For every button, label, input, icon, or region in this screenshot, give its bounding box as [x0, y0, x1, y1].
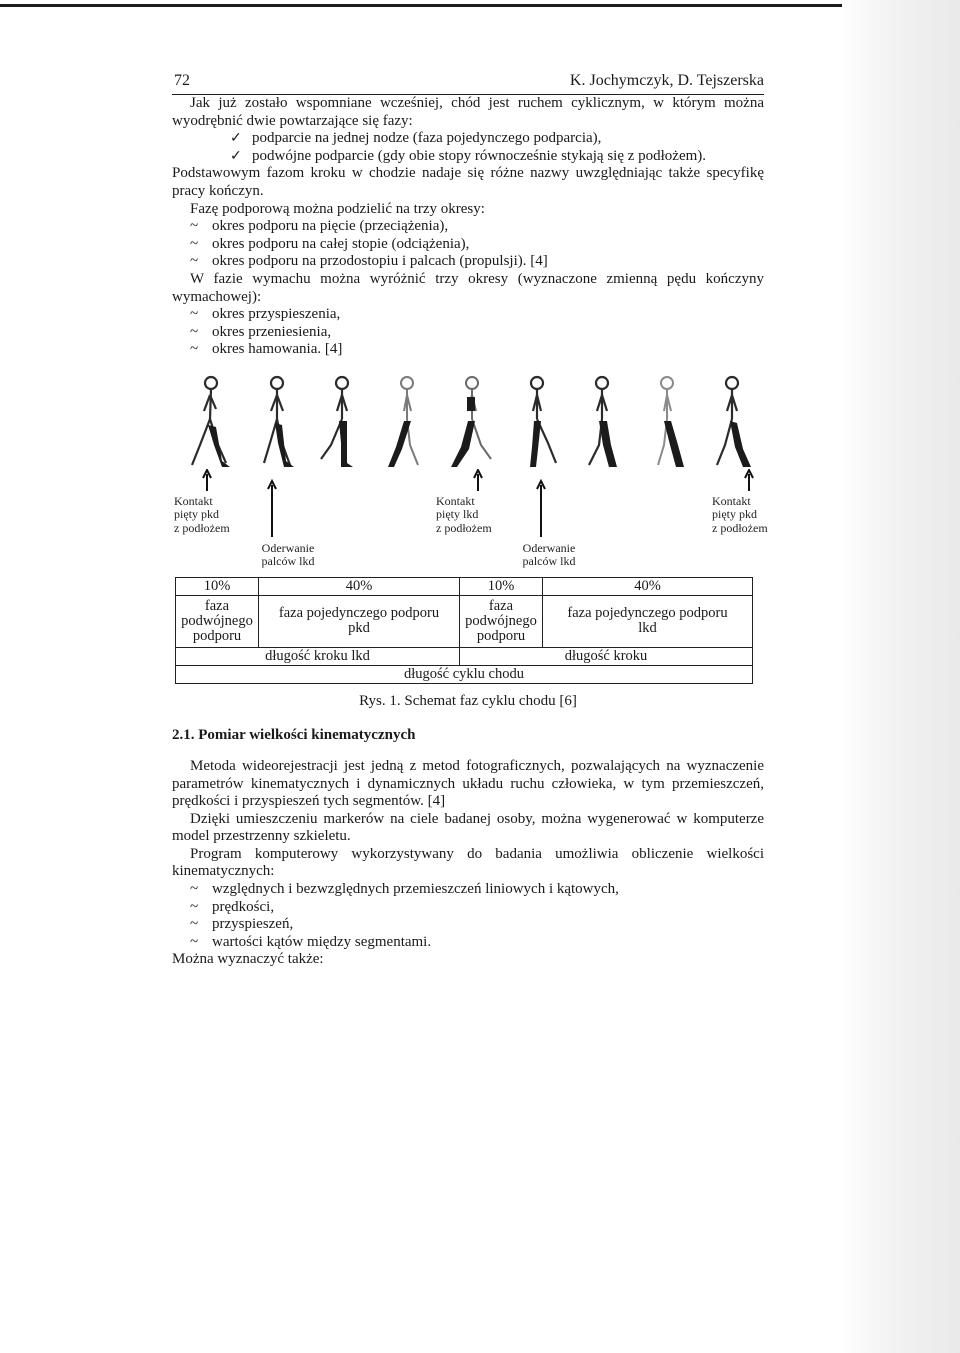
- step-length-cell: długość kroku lkd: [176, 647, 460, 665]
- cell-line: faza: [204, 597, 230, 614]
- spacer: [172, 744, 764, 758]
- phase-cell: [176, 595, 259, 647]
- quantity-text: przyspieszeń,: [212, 916, 294, 933]
- checkmark-icon: ✓: [230, 131, 242, 147]
- list-item: [172, 934, 764, 952]
- annotation-contact-left: [174, 495, 264, 536]
- phase-item: [172, 130, 764, 148]
- walker-figure-8: [642, 373, 692, 471]
- annotation-line: Kontakt: [436, 493, 475, 508]
- percent-cell: 10%: [176, 577, 259, 595]
- phase-item: [172, 148, 764, 166]
- list-item: [172, 916, 764, 934]
- annotation-toeoff-right: [509, 542, 589, 569]
- step-length-cell: długość kroku: [460, 647, 753, 665]
- cell-line: podporu: [192, 627, 242, 644]
- list-item: [172, 236, 764, 254]
- walker-figure-3: [317, 373, 367, 471]
- walker-figure-7: [577, 373, 627, 471]
- cell-line: faza pojedynczego podporu: [278, 605, 440, 622]
- tilde-bullet-icon: ~: [190, 341, 199, 358]
- cell-line: pkd: [348, 620, 370, 637]
- tilde-bullet-icon: ~: [190, 916, 199, 933]
- tilde-bullet-icon: ~: [190, 253, 199, 270]
- list-item: [172, 881, 764, 899]
- walker-figure-1: [186, 373, 236, 471]
- swing-period: okres hamowania. [4]: [212, 341, 343, 358]
- cell-line: podwójnego: [465, 612, 537, 629]
- annotation-toeoff-left: [248, 542, 328, 569]
- tilde-bullet-icon: ~: [190, 235, 199, 252]
- running-header: [172, 70, 764, 95]
- gait-phase-table: [175, 577, 753, 684]
- annotation-line: z podłożem: [436, 520, 492, 535]
- cycle-length-cell: długość cyklu chodu: [176, 665, 753, 683]
- intro-paragraph: Jak już zostało wspomniane wcześniej, chód jest ruchem cyklicznym, w którym można wyodrębnić dwie powtarzające się fazy:: [172, 95, 764, 129]
- gait-cycle-figure: [172, 373, 768, 713]
- support-period: okres podporu na przodostopiu i palcach (propulsji). [4]: [212, 253, 548, 270]
- percent-cell: 10%: [460, 577, 543, 595]
- tilde-bullet-icon: ~: [190, 218, 199, 235]
- annotation-contact-right: [712, 495, 792, 536]
- arrow-icon: [536, 479, 546, 537]
- cell-line: podporu: [476, 627, 526, 644]
- section-title: 2.1. Pomiar wielkości kinematycznych: [172, 726, 416, 743]
- annotation-line: palców lkd: [522, 554, 576, 569]
- arrow-icon: [202, 469, 212, 491]
- tilde-bullet-icon: ~: [190, 306, 199, 323]
- tilde-bullet-icon: ~: [190, 898, 199, 915]
- phase-cell: [543, 595, 753, 647]
- page-number: 72: [174, 72, 190, 89]
- list-item: [172, 341, 764, 359]
- arrow-icon: [267, 479, 277, 537]
- phase-cell: [460, 595, 543, 647]
- annotation-line: pięty pkd: [174, 507, 219, 522]
- annotation-line: palców lkd: [261, 554, 315, 569]
- arrow-icon: [473, 469, 483, 491]
- percent-cell: 40%: [259, 577, 460, 595]
- annotation-line: pięty pkd: [712, 507, 757, 522]
- walker-figure-9: [707, 373, 757, 471]
- arrow-icon: [744, 469, 754, 491]
- annotation-line: Kontakt: [174, 493, 213, 508]
- swing-intro: W fazie wymachu można wyróżnić trzy okresy (wyznaczone zmienną pędu kończyny wymachowej):: [172, 270, 764, 305]
- swing-period: okres przyspieszenia,: [212, 306, 341, 323]
- annotation-line: Kontakt: [712, 493, 751, 508]
- top-rule: [0, 4, 850, 7]
- quantity-text: względnych i bezwzględnych przemieszczeń liniowych i kątowych,: [212, 881, 619, 898]
- list-item: [172, 218, 764, 236]
- list-item: [172, 899, 764, 917]
- walker-figure-2: [252, 373, 302, 471]
- cell-line: faza pojedynczego podporu: [567, 605, 728, 622]
- phases-note: Podstawowym fazom kroku w chodzie nadaje się różne nazwy uwzględniając także specyfikę pracy kończyn.: [172, 165, 764, 199]
- annotation-line: z podłożem: [174, 520, 230, 535]
- phase-text: podparcie na jednej nodze (faza pojedynczego podparcia),: [252, 130, 602, 147]
- page-edge-shadow: [842, 0, 960, 1353]
- document-page: [172, 70, 768, 969]
- body-paragraph: Dzięki umieszczeniu markerów na ciele badanej osoby, można wygenerować w komputerze model przestrzenny szkieletu.: [172, 810, 764, 845]
- walker-figure-4: [382, 373, 432, 471]
- tilde-bullet-icon: ~: [190, 323, 199, 340]
- list-item: [172, 324, 764, 342]
- annotation-contact-mid: [436, 495, 526, 536]
- support-intro: Fazę podporową można podzielić na trzy okresy:: [190, 200, 485, 217]
- list-item: [172, 306, 764, 324]
- list-item: [172, 253, 764, 271]
- walker-figure-5: [447, 373, 497, 471]
- swing-period: okres przeniesienia,: [212, 323, 332, 340]
- authors: K. Jochymczyk, D. Tejszerska: [569, 72, 764, 89]
- percent-cell: 40%: [543, 577, 753, 595]
- quantity-text: wartości kątów między segmentami.: [212, 933, 432, 950]
- phase-text: podwójne podparcie (gdy obie stopy równocześnie stykają się z podłożem).: [252, 147, 707, 164]
- cell-line: lkd: [638, 620, 657, 637]
- quantity-text: prędkości,: [212, 898, 275, 915]
- tilde-bullet-icon: ~: [190, 881, 199, 898]
- walker-figure-6: [512, 373, 562, 471]
- closing-line: Można wyznaczyć także:: [172, 951, 324, 968]
- cell-line: faza: [488, 597, 514, 614]
- support-period: okres podporu na całej stopie (odciążenia),: [212, 235, 470, 252]
- support-period: okres podporu na pięcie (przeciążenia),: [212, 218, 449, 235]
- body-paragraph: Metoda wideorejestracji jest jedną z metod fotograficznych, pozwalających na wyznaczenie parametrów kinematycznych i dynamicznych układu ruchu człowieka, w tym przemieszczeń, prędkości i przyspieszeń tych segmentów. [4]: [172, 757, 764, 810]
- body-paragraph: Program komputerowy wykorzystywany do badania umożliwia obliczenie wielkości kinematycznych:: [172, 845, 764, 880]
- checkmark-icon: ✓: [230, 148, 242, 164]
- annotation-line: pięty lkd: [436, 507, 479, 522]
- figure-caption: Rys. 1. Schemat faz cyklu chodu [6]: [359, 692, 577, 709]
- cell-line: podwójnego: [181, 612, 253, 629]
- phase-cell: [259, 595, 460, 647]
- annotation-line: z podłożem: [712, 520, 768, 535]
- tilde-bullet-icon: ~: [190, 933, 199, 950]
- annotation-line: Oderwanie: [261, 540, 315, 555]
- annotation-line: Oderwanie: [522, 540, 576, 555]
